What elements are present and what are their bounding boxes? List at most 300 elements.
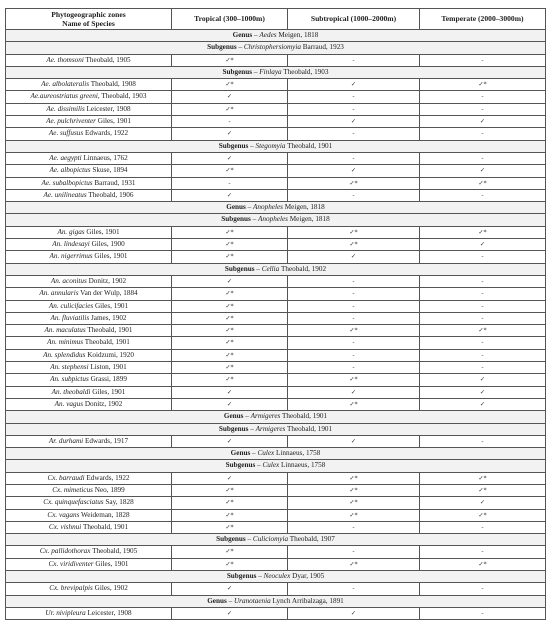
species-name-cell: [6, 189, 172, 201]
species-name: An. nigerrimus: [49, 252, 93, 261]
taxon-heading: Subgenus – Culiciomyia Theobald, 1907: [6, 534, 546, 546]
species-author: Giles, 1901: [97, 117, 131, 126]
taxon-author: Meigen, 1818: [278, 31, 319, 39]
taxon-heading: Subgenus – Stegomyia Theobald, 1901: [6, 140, 546, 152]
species-row: [6, 165, 546, 177]
subtropical-mark: -: [288, 521, 420, 533]
tropical-mark: ✓*: [172, 349, 288, 361]
taxon-author: Theobald, 1902: [280, 264, 327, 273]
species-row: [6, 54, 546, 66]
subtropical-mark: -: [288, 103, 420, 115]
subgenus-row: [6, 423, 546, 435]
tropical-mark: ✓*: [172, 79, 288, 91]
tropical-mark: ✓: [172, 435, 288, 447]
header-species-label: Name of Species: [62, 19, 115, 28]
subtropical-mark: ✓*: [288, 177, 420, 189]
species-name: Ae. thomsoni: [46, 55, 84, 64]
species-row: [6, 435, 546, 447]
temperate-mark: -: [420, 521, 546, 533]
taxon-heading: Genus – Anopheles Meigen, 1818: [6, 202, 546, 214]
taxon-level: Subgenus: [218, 141, 249, 150]
species-name: Cx. vishnui: [48, 522, 82, 531]
subgenus-row: [6, 460, 546, 472]
subtropical-mark: ✓*: [288, 226, 420, 238]
genus-row: [6, 202, 546, 214]
temperate-mark: ✓: [420, 398, 546, 410]
taxon-name: Uranotaenia: [233, 596, 271, 605]
taxon-author: Barraud, 1923: [302, 43, 344, 52]
species-row: [6, 251, 546, 263]
species-row: [6, 558, 546, 570]
tropical-mark: ✓: [172, 91, 288, 103]
temperate-mark: -: [420, 337, 546, 349]
taxon-author: Linnaeus, 1758: [276, 449, 321, 458]
taxon-level: Subgenus: [225, 461, 256, 470]
species-author: Leicester, 1908: [87, 608, 132, 617]
header-temperate: Temperate (2000–3000m): [420, 9, 546, 30]
tropical-mark: ✓*: [172, 509, 288, 521]
species-name: Cx. pallidothorax: [39, 547, 91, 556]
species-row: [6, 128, 546, 140]
species-name-cell: [6, 312, 172, 324]
tropical-mark: ✓*: [172, 362, 288, 374]
species-name: Ar. durhami: [48, 436, 84, 445]
tropical-mark: ✓: [172, 607, 288, 619]
species-name: An. annularis: [39, 289, 79, 298]
taxon-name: Culex: [257, 449, 275, 458]
species-row: [6, 177, 546, 189]
temperate-mark: ✓: [420, 386, 546, 398]
temperate-mark: -: [420, 54, 546, 66]
species-row: [6, 374, 546, 386]
species-name: Cx. quinquefasciatus: [43, 498, 104, 507]
species-row: [6, 337, 546, 349]
taxon-author: Meigen, 1818: [289, 215, 330, 224]
species-name-cell: [6, 362, 172, 374]
species-row: [6, 484, 546, 496]
header-zones-label: Phytogeographic zones: [51, 10, 126, 19]
subtropical-mark: -: [288, 546, 420, 558]
species-author: Donitz, 1902: [84, 399, 123, 408]
species-author: Say, 1828: [105, 498, 134, 507]
temperate-mark: ✓*: [420, 484, 546, 496]
species-author: Van der Wulp, 1884: [80, 289, 138, 298]
temperate-mark: -: [420, 103, 546, 115]
subtropical-mark: ✓*: [288, 484, 420, 496]
genus-row: [6, 595, 546, 607]
species-author: Giles, 1901: [92, 387, 126, 396]
taxon-author: Dyar, 1905: [292, 572, 325, 581]
species-row: [6, 546, 546, 558]
species-name: An. minimus: [47, 338, 84, 347]
species-name: Cx. barraudi: [47, 473, 85, 482]
species-name: Ae. pulchriventer: [46, 117, 96, 126]
taxon-level: Subgenus: [222, 67, 253, 76]
species-author: Theobald, 1901: [87, 326, 133, 335]
species-name: An. subpictus: [50, 375, 89, 384]
tropical-mark: ✓*: [172, 558, 288, 570]
temperate-mark: -: [420, 275, 546, 287]
species-name-cell: [6, 116, 172, 128]
taxon-author: Theobald, 1901: [282, 412, 328, 421]
species-name: Ae. suffusus: [48, 129, 84, 138]
taxon-level: Genus: [226, 203, 246, 212]
taxon-heading: Subgenus – Culex Linnaeus, 1758: [6, 460, 546, 472]
species-name-cell: [6, 337, 172, 349]
taxon-author: Lynch Arribalzaga, 1891: [272, 596, 344, 605]
subgenus-row: [6, 571, 546, 583]
subtropical-mark: ✓*: [288, 398, 420, 410]
species-row: [6, 91, 546, 103]
subtropical-mark: -: [288, 189, 420, 201]
species-name-cell: [6, 300, 172, 312]
tropical-mark: ✓: [172, 386, 288, 398]
temperate-mark: -: [420, 300, 546, 312]
taxon-heading: Subgenus – Christophersiomyia Barraud, 1923: [6, 42, 546, 54]
species-name-cell: [6, 177, 172, 189]
temperate-mark: ✓: [420, 116, 546, 128]
subgenus-row: [6, 66, 546, 78]
species-name-cell: [6, 546, 172, 558]
tropical-mark: ✓*: [172, 337, 288, 349]
table-header-row: [6, 9, 546, 30]
species-name-cell: [6, 103, 172, 115]
species-author: Giles, 1900: [91, 240, 125, 249]
subtropical-mark: -: [288, 349, 420, 361]
temperate-mark: -: [420, 583, 546, 595]
temperate-mark: -: [420, 362, 546, 374]
taxon-heading: Genus – Uranotaenia Lynch Arribalzaga, 1891: [6, 595, 546, 607]
subgenus-row: [6, 42, 546, 54]
species-row: [6, 116, 546, 128]
species-author: Edwards, 1917: [84, 436, 129, 445]
species-name: An. stephensi: [50, 363, 89, 372]
tropical-mark: ✓*: [172, 521, 288, 533]
species-name-cell: [6, 484, 172, 496]
species-distribution-table-container: [5, 8, 545, 620]
species-name: Ur. nivipleura: [45, 608, 86, 617]
temperate-mark: -: [420, 128, 546, 140]
taxon-level: Genus: [230, 449, 251, 458]
taxon-level: Genus: [223, 412, 244, 421]
species-author: Giles, 1901: [86, 227, 120, 236]
subtropical-mark: ✓: [288, 386, 420, 398]
subtropical-mark: -: [288, 300, 420, 312]
subtropical-mark: -: [288, 337, 420, 349]
species-author: Theobald, 1905: [85, 55, 131, 64]
species-name: Ae. aegypti: [49, 153, 82, 162]
temperate-mark: -: [420, 546, 546, 558]
species-row: [6, 349, 546, 361]
species-author: Theobald, 1906: [88, 190, 134, 199]
species-author: Linnaeus, 1762: [83, 153, 128, 162]
species-author: Theobald, 1905: [92, 547, 138, 556]
species-author: Edwards, 1922: [85, 129, 129, 138]
genus-row: [6, 448, 546, 460]
species-row: [6, 288, 546, 300]
subgenus-row: [6, 534, 546, 546]
taxon-author: Theobald, 1903: [283, 67, 329, 76]
species-row: [6, 583, 546, 595]
subtropical-mark: ✓*: [288, 509, 420, 521]
subtropical-mark: -: [288, 362, 420, 374]
species-author: Giles, 1901: [94, 252, 128, 261]
tropical-mark: ✓*: [172, 374, 288, 386]
species-name-cell: [6, 79, 172, 91]
taxon-author: Theobald, 1901: [287, 424, 333, 433]
species-name-cell: [6, 152, 172, 164]
species-name-cell: [6, 558, 172, 570]
species-row: [6, 497, 546, 509]
species-name-cell: [6, 288, 172, 300]
subgenus-row: [6, 140, 546, 152]
genus-row: [6, 411, 546, 423]
species-name-cell: [6, 497, 172, 509]
subtropical-mark: -: [288, 583, 420, 595]
temperate-mark: -: [420, 152, 546, 164]
species-name-cell: [6, 275, 172, 287]
taxon-heading: Subgenus – Finlaya Theobald, 1903: [6, 66, 546, 78]
species-name: Cx. brevipalpis: [49, 584, 93, 593]
tropical-mark: ✓*: [172, 312, 288, 324]
taxon-level: Subgenus: [221, 215, 251, 224]
species-row: [6, 226, 546, 238]
species-row: [6, 103, 546, 115]
species-name: An. maculatus: [44, 326, 86, 335]
species-row: [6, 152, 546, 164]
species-row: [6, 189, 546, 201]
species-name-cell: [6, 521, 172, 533]
subtropical-mark: -: [288, 54, 420, 66]
species-row: [6, 386, 546, 398]
tropical-mark: -: [172, 116, 288, 128]
species-author: Theobald, 1901: [82, 522, 129, 531]
species-row: [6, 79, 546, 91]
temperate-mark: -: [420, 607, 546, 619]
taxon-name: Armigeres: [250, 412, 281, 421]
tropical-mark: ✓: [172, 472, 288, 484]
species-author: Skuse, 1894: [92, 166, 128, 175]
table-body: [6, 30, 546, 620]
temperate-mark: ✓*: [420, 226, 546, 238]
temperate-mark: ✓*: [420, 509, 546, 521]
taxon-name: Stegomyia: [255, 141, 286, 150]
species-name-cell: [6, 91, 172, 103]
tropical-mark: ✓: [172, 128, 288, 140]
species-name: An. culicifacies: [48, 301, 94, 310]
tropical-mark: ✓*: [172, 251, 288, 263]
species-name: Cx. viridiventer: [48, 559, 94, 568]
subtropical-mark: -: [288, 312, 420, 324]
taxon-heading: Subgenus – Armigeres Theobald, 1901: [6, 423, 546, 435]
species-name-cell: [6, 325, 172, 337]
taxon-level: Genus: [232, 31, 253, 39]
subtropical-mark: ✓: [288, 165, 420, 177]
taxon-level: Subgenus: [224, 264, 255, 273]
taxon-level: Subgenus: [218, 424, 249, 433]
species-author: Neo, 1899: [94, 485, 125, 494]
species-name: Ae. albopictus: [49, 166, 91, 175]
header-zones-species: [6, 9, 172, 30]
species-name: Cx. mimeticus: [52, 485, 93, 494]
subtropical-mark: ✓: [288, 607, 420, 619]
subgenus-row: [6, 214, 546, 226]
genus-row: [6, 30, 546, 42]
species-author: James, 1902: [90, 313, 127, 322]
species-author: Liston, 1901: [90, 363, 127, 372]
tropical-mark: ✓*: [172, 165, 288, 177]
species-row: [6, 607, 546, 619]
species-row: [6, 312, 546, 324]
species-distribution-table: [5, 8, 546, 620]
temperate-mark: ✓*: [420, 325, 546, 337]
tropical-mark: ✓: [172, 152, 288, 164]
species-author: Donitz, 1902: [88, 276, 127, 285]
species-author: Barraud, 1931: [94, 178, 136, 187]
taxon-name: Neoculex: [263, 572, 291, 581]
species-author: Theobald, 1908: [90, 80, 136, 89]
species-name-cell: [6, 472, 172, 484]
taxon-heading: Subgenus – Neoculex Dyar, 1905: [6, 571, 546, 583]
temperate-mark: -: [420, 189, 546, 201]
taxon-name: Anopheles: [258, 215, 288, 224]
subtropical-mark: ✓: [288, 79, 420, 91]
species-name-cell: [6, 226, 172, 238]
tropical-mark: -: [172, 177, 288, 189]
species-name: Cx. vagans: [47, 510, 80, 519]
species-name-cell: [6, 607, 172, 619]
tropical-mark: ✓*: [172, 54, 288, 66]
subtropical-mark: -: [288, 91, 420, 103]
species-row: [6, 472, 546, 484]
species-name-cell: [6, 165, 172, 177]
subtropical-mark: ✓: [288, 116, 420, 128]
subtropical-mark: -: [288, 275, 420, 287]
species-name-cell: [6, 583, 172, 595]
subtropical-mark: ✓: [288, 251, 420, 263]
taxon-level: Subgenus: [226, 572, 257, 581]
species-author: Theobald, 1901: [84, 338, 130, 347]
tropical-mark: ✓*: [172, 288, 288, 300]
subtropical-mark: ✓: [288, 435, 420, 447]
subtropical-mark: -: [288, 152, 420, 164]
subtropical-mark: ✓*: [288, 374, 420, 386]
subtropical-mark: -: [288, 288, 420, 300]
taxon-author: Linnaeus, 1758: [281, 461, 326, 470]
taxon-author: Theobald, 1901: [287, 141, 333, 150]
species-name: Ae. dissimilis: [46, 104, 85, 113]
species-name: Ae. unilineatus: [43, 190, 87, 199]
tropical-mark: ✓*: [172, 325, 288, 337]
species-row: [6, 398, 546, 410]
species-author: Theobald, 1903: [101, 92, 147, 101]
species-author: Giles, 1902: [94, 584, 128, 593]
species-name-cell: [6, 251, 172, 263]
species-name-cell: [6, 349, 172, 361]
species-name: Ae. subalbopictus: [41, 178, 93, 187]
species-name-cell: [6, 398, 172, 410]
species-author: Grassi, 1899: [90, 375, 127, 384]
species-name-cell: [6, 386, 172, 398]
species-name: An. lindesayi: [52, 240, 90, 249]
subtropical-mark: ✓*: [288, 497, 420, 509]
header-tropical: Tropical (300–1000m): [172, 9, 288, 30]
temperate-mark: ✓*: [420, 79, 546, 91]
subtropical-mark: ✓*: [288, 472, 420, 484]
taxon-level: Genus: [207, 596, 227, 605]
temperate-mark: ✓*: [420, 558, 546, 570]
species-name: An. vagus: [54, 399, 84, 408]
species-author: Giles, 1901: [95, 559, 129, 568]
taxon-author: Theobald, 1907: [289, 535, 335, 544]
temperate-mark: -: [420, 349, 546, 361]
tropical-mark: ✓: [172, 398, 288, 410]
species-row: [6, 362, 546, 374]
taxon-name: Armigeres: [255, 424, 286, 433]
species-name: An. aconitus: [50, 276, 87, 285]
temperate-mark: ✓: [420, 239, 546, 251]
taxon-name: Cellia: [261, 264, 280, 273]
species-row: [6, 325, 546, 337]
taxon-level: Subgenus: [216, 535, 246, 544]
species-name-cell: [6, 128, 172, 140]
species-author: Koidzumi, 1920: [87, 350, 134, 359]
taxon-name: Anopheles: [253, 203, 283, 212]
species-name-cell: [6, 509, 172, 521]
species-name: An. gigas: [57, 227, 85, 236]
taxon-name: Aedes: [259, 31, 277, 39]
species-author: Weideman, 1828: [81, 510, 130, 519]
species-name: Ae.aureostriatus greeni,: [30, 92, 100, 101]
tropical-mark: ✓: [172, 189, 288, 201]
species-name-cell: [6, 54, 172, 66]
taxon-author: Meigen, 1818: [284, 203, 325, 212]
species-author: Giles, 1901: [94, 301, 129, 310]
tropical-mark: ✓*: [172, 484, 288, 496]
subtropical-mark: ✓*: [288, 558, 420, 570]
species-author: Leicester, 1908: [86, 104, 131, 113]
species-name-cell: [6, 435, 172, 447]
temperate-mark: -: [420, 251, 546, 263]
taxon-heading: Subgenus – Anopheles Meigen, 1818: [6, 214, 546, 226]
temperate-mark: ✓: [420, 374, 546, 386]
tropical-mark: ✓*: [172, 546, 288, 558]
tropical-mark: ✓*: [172, 300, 288, 312]
taxon-name: Christophersiomyia: [243, 43, 301, 52]
subtropical-mark: -: [288, 128, 420, 140]
species-name-cell: [6, 239, 172, 251]
subtropical-mark: ✓*: [288, 325, 420, 337]
tropical-mark: ✓*: [172, 103, 288, 115]
tropical-mark: ✓*: [172, 239, 288, 251]
temperate-mark: -: [420, 91, 546, 103]
species-name: An. theobaldi: [51, 387, 91, 396]
temperate-mark: -: [420, 288, 546, 300]
tropical-mark: ✓*: [172, 226, 288, 238]
header-subtropical: Subtropical (1000–2000m): [288, 9, 420, 30]
species-name-cell: [6, 374, 172, 386]
taxon-heading: Genus – Culex Linnaeus, 1758: [6, 448, 546, 460]
species-name: Ae. albolateralis: [41, 80, 90, 89]
taxon-level: Subgenus: [207, 43, 237, 52]
taxon-heading: Genus – Aedes Meigen, 1818: [6, 30, 546, 42]
taxon-name: Finlaya: [259, 67, 282, 76]
subgenus-row: [6, 263, 546, 275]
temperate-mark: -: [420, 435, 546, 447]
temperate-mark: ✓: [420, 497, 546, 509]
species-name: An. splendidus: [43, 350, 86, 359]
temperate-mark: ✓*: [420, 177, 546, 189]
